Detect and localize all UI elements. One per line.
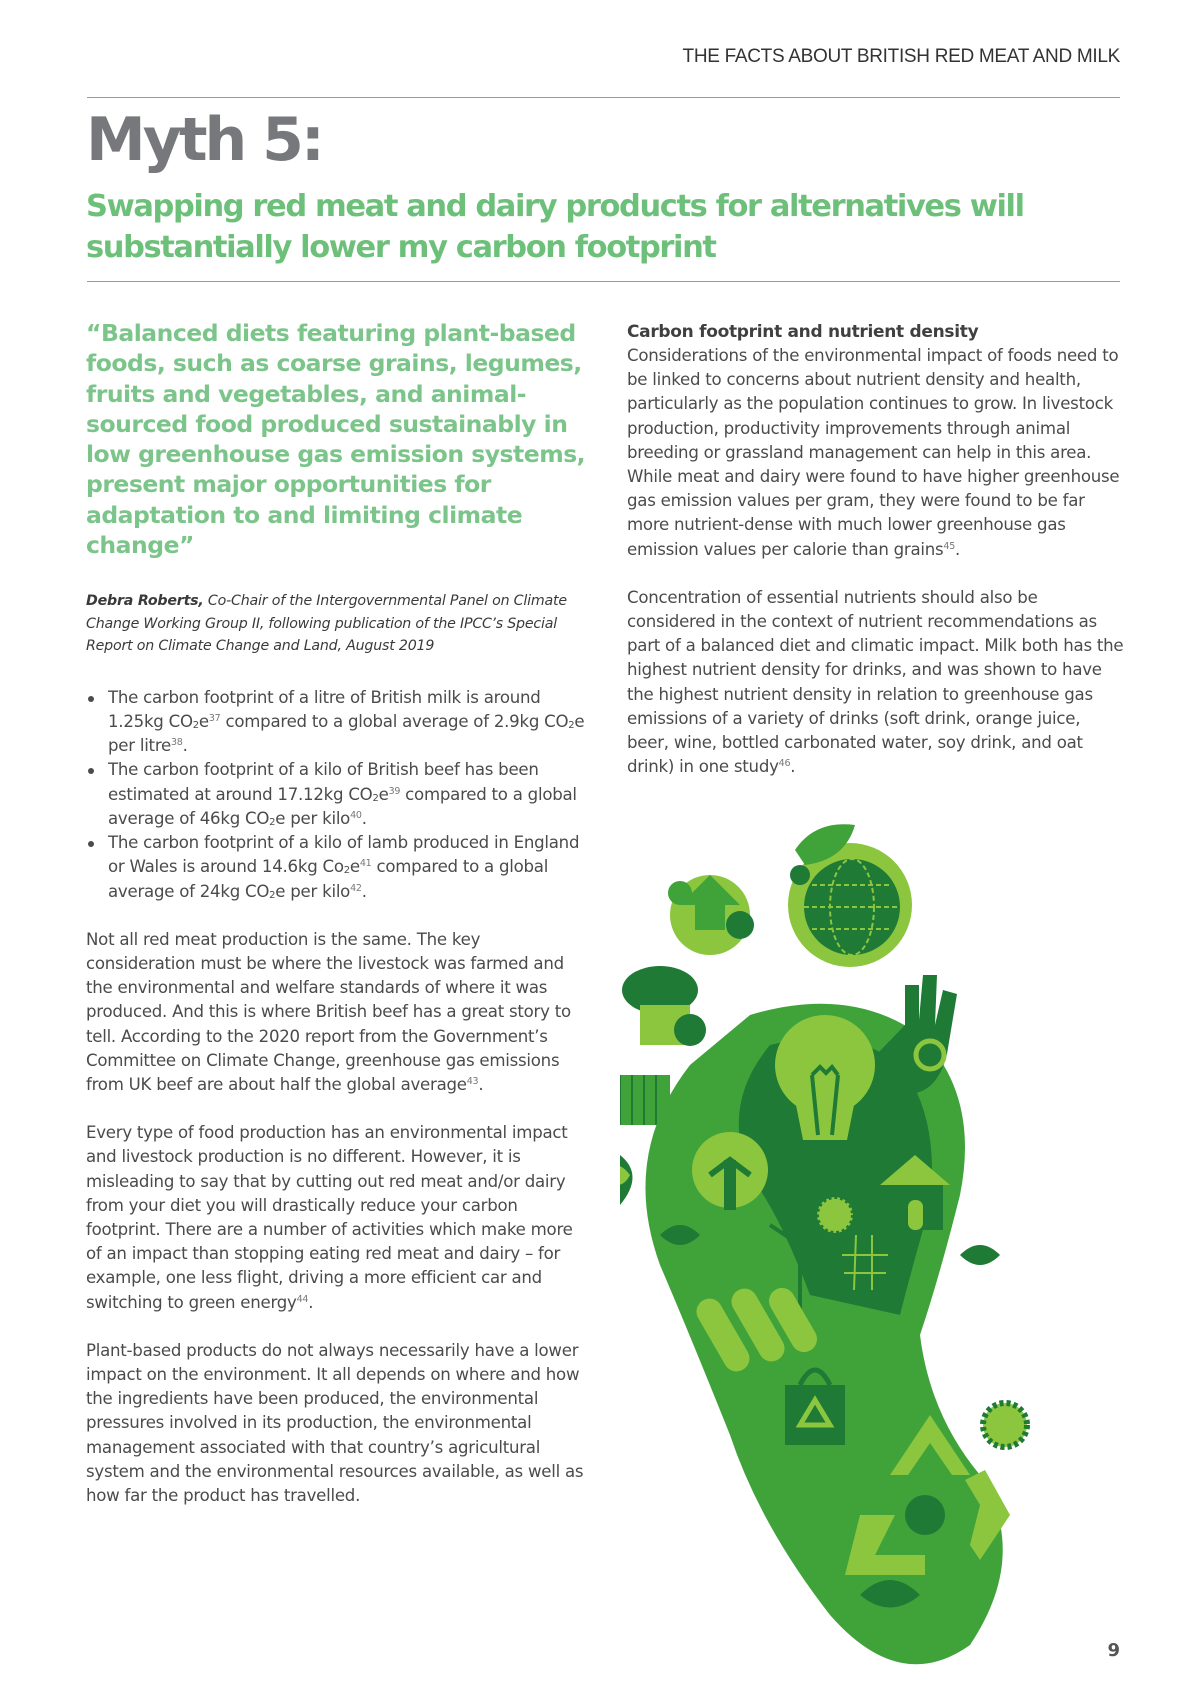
subscript: 2 (343, 865, 350, 877)
fact-text: . (182, 736, 188, 756)
body-paragraph (627, 344, 1127, 562)
body-paragraph (86, 928, 586, 1097)
footnote-ref: 40 (350, 809, 362, 821)
paragraph-text: Not all red meat production is the same. The key consideration must be where the livestock was farmed and the environmental and welfare standards of where it was produced. And this is where British beef has a great story to tell. According to the 2020 report from the Government’s Committee on Climate Change, greenhouse gas emissions from UK beef are about half the global average (86, 929, 571, 1094)
footnote-ref: 39 (388, 785, 401, 797)
sun-icon (817, 1197, 853, 1233)
myth-title: Myth 5: (86, 105, 322, 175)
quote-open-mark: “ (86, 319, 101, 347)
footnote-ref: 44 (296, 1293, 309, 1305)
pull-quote (86, 318, 586, 560)
myth-subtitle: Swapping red meat and dairy products for alternatives will substantially lower my carbon footprint (86, 189, 1024, 265)
footnote-ref: 37 (208, 713, 221, 725)
subscript: 2 (192, 720, 199, 732)
fact-text: e per kilo (275, 808, 351, 828)
leaf-icon (960, 1245, 1000, 1265)
subscript: 2 (269, 816, 276, 828)
running-header: THE FACTS ABOUT BRITISH RED MEAT AND MILK (682, 46, 1120, 67)
lightbulb-icon (668, 881, 692, 905)
body-paragraph (86, 1121, 586, 1315)
fact-text: compared to a global average of 24kg CO (108, 857, 549, 901)
left-column (86, 318, 586, 1508)
fact-item (86, 758, 586, 831)
facts-list (86, 686, 586, 904)
fact-text: The carbon footprint of a kilo of lamb produced in England or Wales is around 14.6kg Co (108, 833, 580, 877)
fact-text: e (378, 784, 389, 804)
fact-text: . (361, 881, 367, 901)
quote-text: Balanced diets featuring plant-based foods, such as coarse grains, legumes, fruits and vegetables, and animal-sourced food produced sustainably in low greenhouse gas emission systems, present major opportunities for adaptation to and limiting climate change (86, 319, 586, 560)
paragraph-text: Plant-based products do not always necessarily have a lower impact on the environment. It all depends on where and how the ingredients have been produced, the environmental pressures involved in its production, the environmental management associated with that country’s agricultural system and the environmental resources available, as well as how far the product has travelled. (86, 1340, 584, 1505)
basket-icon (840, 1235, 890, 1290)
left-paragraphs (86, 928, 586, 1508)
apple-icon (905, 1495, 945, 1535)
section-heading: Carbon footprint and nutrient density (627, 322, 979, 342)
fact-text: compared to a global average of 46kg CO (108, 784, 577, 828)
fact-text: . (361, 808, 367, 828)
subscript: 2 (568, 720, 575, 732)
fact-text: The carbon footprint of a kilo of British beef has been estimated at around 17.12kg CO (108, 760, 539, 804)
paragraph-end: . (478, 1074, 484, 1094)
subscript: 2 (372, 792, 379, 804)
toe-2 (668, 875, 754, 955)
toe-3 (622, 966, 706, 1046)
body-paragraph (86, 1339, 586, 1508)
sun-icon (983, 1403, 1027, 1447)
footnote-ref: 43 (466, 1075, 479, 1087)
hand-icon (674, 1014, 706, 1046)
fact-text: e (349, 857, 360, 877)
page-number: 9 (1107, 1640, 1120, 1661)
paragraph-text: Every type of food production has an environmental impact and livestock production is no different. However, it is misleading to say that by cutting out red meat and/or dairy from your diet you will drastically reduce your carbon footprint. There are a number of activities which make more of an impact than stopping eating red meat and dairy – for example, one less flight, driving a more efficient car and switching to green energy (86, 1123, 573, 1312)
footnote-ref: 41 (359, 858, 372, 870)
toe-5 (620, 1153, 633, 1208)
footnote-ref: 46 (778, 758, 791, 770)
paragraph-end: . (790, 757, 796, 777)
quote-close-mark: ” (179, 531, 194, 560)
fact-item (86, 831, 586, 904)
quote-attribution (86, 590, 586, 658)
fact-item (86, 686, 586, 759)
title-rule (87, 281, 1120, 282)
toe-big (788, 824, 912, 967)
body-paragraph (627, 586, 1127, 780)
header-rule (87, 97, 1120, 98)
fact-text: e (198, 712, 209, 732)
paragraph-end: . (308, 1292, 314, 1312)
paragraph-text: Considerations of the environmental impact of foods need to be linked to concerns about nutrient density and health, particularly as the population continues to grow. In livestock production, productivity improvements through animal breeding or grassland management can help in this area. While meat and dairy were found to have higher greenhouse gas emission values per gram, they were found to be far more nutrient-dense with much lower greenhouse gas emission values per calorie than grains (627, 346, 1120, 559)
fact-text: The carbon footprint of a litre of British milk is around 1.25kg CO (108, 687, 541, 732)
quote-author: Debra Roberts, (86, 593, 204, 610)
footnote-ref: 38 (170, 737, 183, 749)
fact-text: e per kilo (275, 881, 351, 901)
footnote-ref: 45 (943, 540, 956, 552)
fact-text: compared to a global average of 2.9kg CO (220, 712, 569, 732)
right-paragraphs (627, 344, 1127, 779)
right-column (627, 320, 1127, 779)
fact-text: e per litre (108, 712, 585, 756)
paragraph-text: Concentration of essential nutrients should also be considered in the context of nutrient recommendations as part of a balanced diet and climatic impact. Milk both has the highest nutrient density for drinks, and was shown to have the highest nutrient density in relation to greenhouse gas emissions of a variety of drinks (soft drink, orange juice, beer, wine, bottled carbonated water, soy drink, and oat drink) in one study (627, 587, 1124, 777)
footnote-ref: 42 (350, 882, 362, 894)
paragraph-end: . (955, 539, 961, 559)
quote-author-role: Co-Chair of the Intergovernmental Panel on Climate Change Working Group II, following publication of the IPCC’s Special Report on Climate Change and Land, August 2019 (86, 593, 567, 655)
subscript: 2 (269, 889, 276, 901)
eco-footprint-illustration (620, 815, 1060, 1675)
